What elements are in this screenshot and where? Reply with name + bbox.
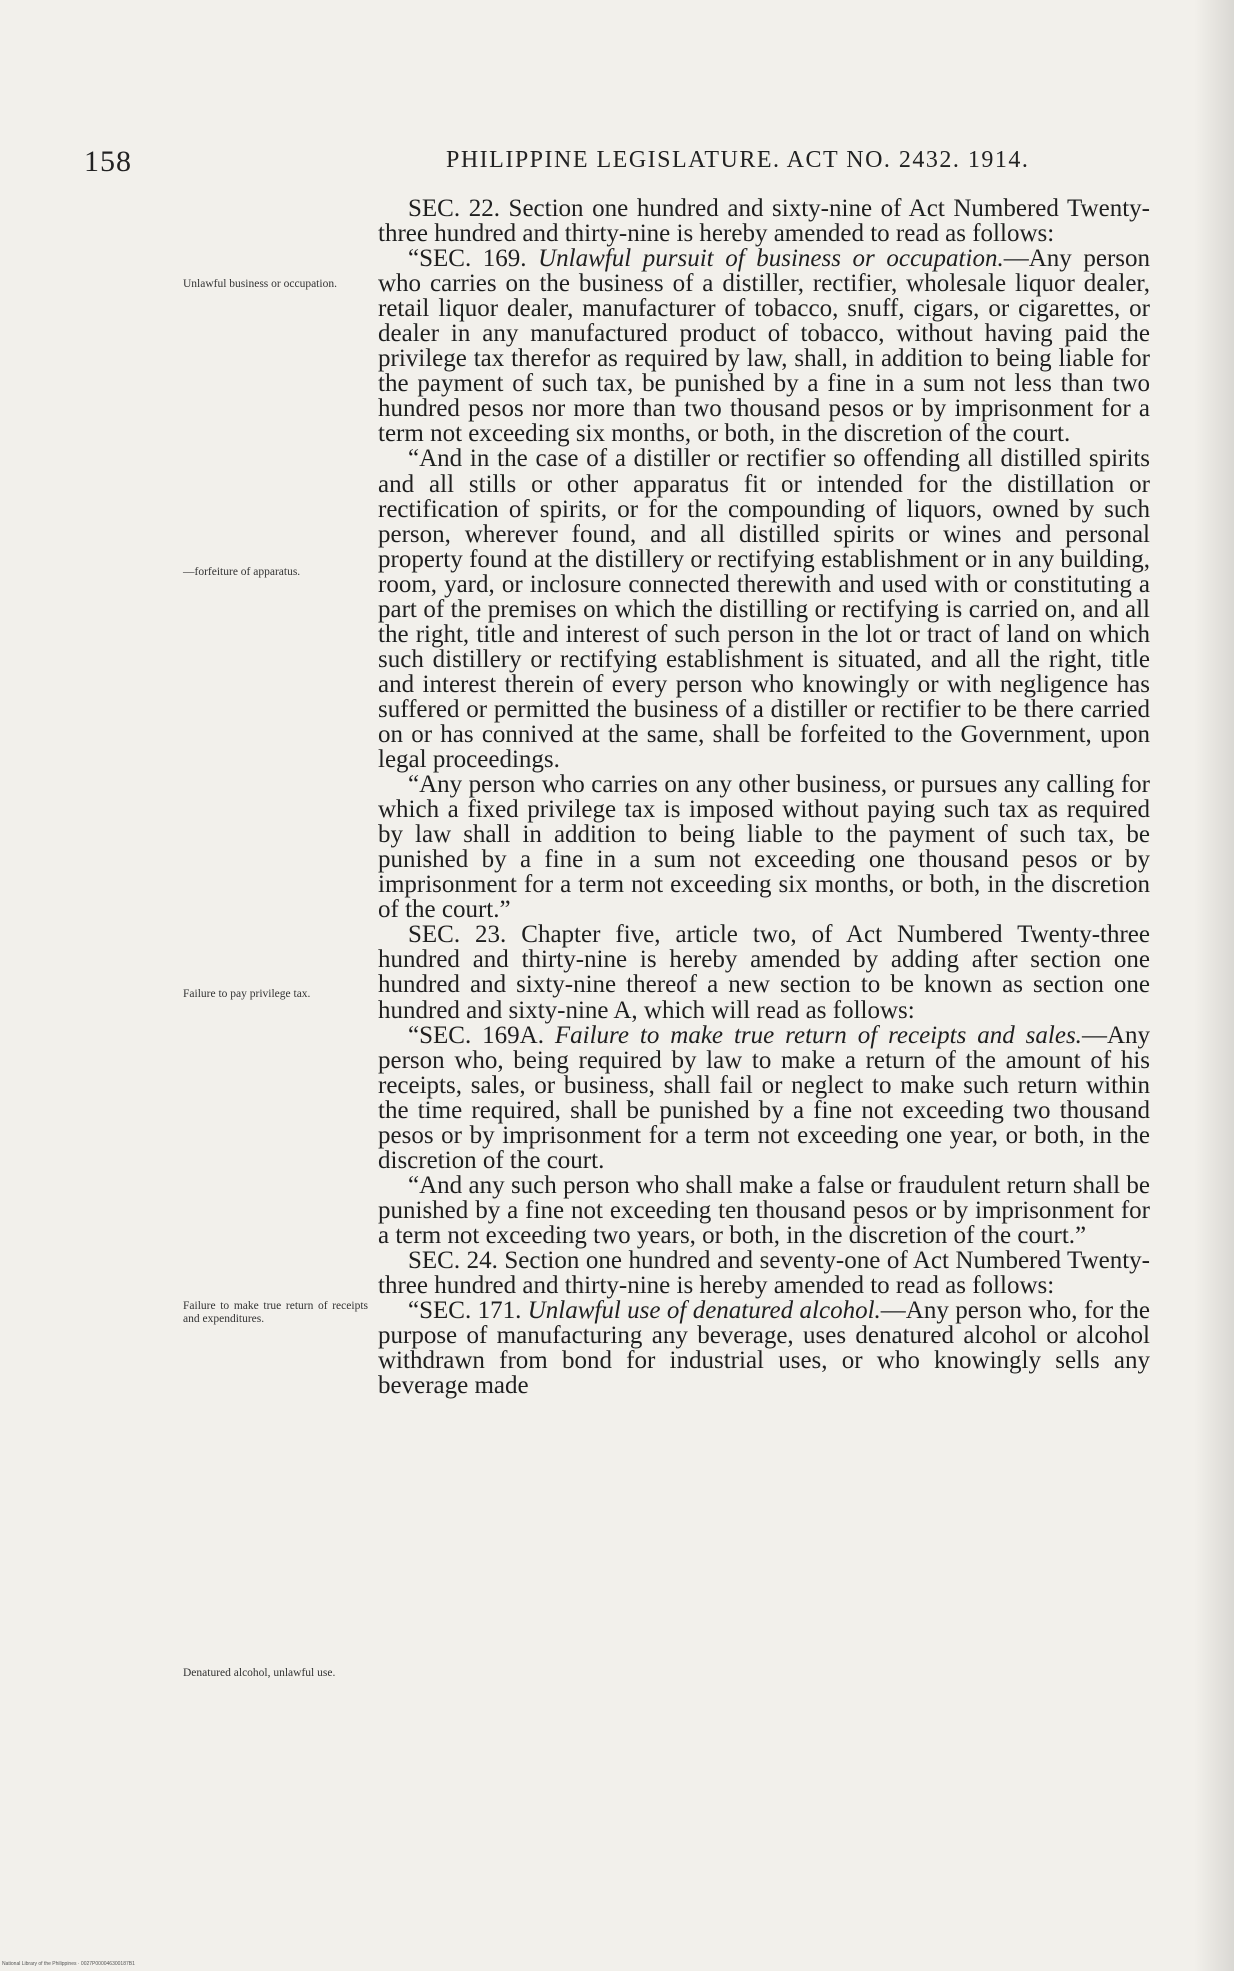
paragraph: “Any person who carries on any other business, or pursues any calling for which a fixed privilege tax is imposed without paying such tax as required by law shall in addition to being liable to the payment of such tax, be punished by a fine in a sum not exceeding one thousand pesos or by imprisonment for a term not exceeding six months, or both, in the discretion of the court.” <box>378 771 1150 924</box>
body-text <box>378 196 1150 1398</box>
paragraph: “SEC. 171. Unlawful use of denatured alcohol.—Any person who, for the purpose of manufacturing any beverage, uses denatured alcohol or alcohol withdrawn from bond for industrial uses, or who knowingly sells any beverage made <box>378 1297 1151 1400</box>
paragraph: “And in the case of a distiller or rectifier so offending all distilled spirits and all stills or other apparatus fit or intended for the distillation or rectification of spirits, or for the compounding of liquors, owned by such person, wherever found, and all distilled spirits or wines and personal property found at the distillery or rectifying establishment or in any building, room, yard, or inclosure connected therewith and used with or constituting a part of the premises on which the distilling or rectifying is carried on, and all the right, title and interest of such person in the lot or tract of land on which such distillery or rectifying establishment is situated, and all the right, title and interest therein of every person who knowingly or with negligence has suffered or permitted the business of a distiller or rectifier to be there carried on or has connived at the same, shall be forfeited to the Government, upon legal proceedings. <box>378 445 1150 774</box>
paragraph: “SEC. 169. Unlawful pursuit of business or occupation.—Any person who carries on the business of a distiller, rectifier, wholesale liquor dealer, retail liquor dealer, manufacturer of tobacco, snuff, cigars, or cigarettes, or dealer in any manufactured product of tobacco, without having paid the privilege tax therefor as required by law, shall, in addition to being liable for the payment of such tax, be punished by a fine in a sum not less than two hundred pesos nor more than two thousand pesos or by imprisonment for a term not exceeding six months, or both, in the discretion of the court. <box>378 245 1150 448</box>
running-head: PHILIPPINE LEGISLATURE. ACT NO. 2432. 1914. <box>446 147 1030 173</box>
margin-note-unlawful-business: Unlawful business or occupation. <box>183 278 337 290</box>
page-number: 158 <box>84 145 132 178</box>
margin-note-true-return: Failure to make true return of receipts and expenditures. <box>183 1300 368 1325</box>
margin-note-denatured-alcohol: Denatured alcohol, unlawful use. <box>183 1667 336 1679</box>
paragraph: SEC. 22. Section one hundred and sixty-nine of Act Numbered Twenty-three hundred and thirty-nine is hereby amended to read as follows: <box>378 195 1150 248</box>
paragraph: “SEC. 169A. Failure to make true return of receipts and sales.—Any person who, being required by law to make a return of the amount of his receipts, sales, or business, shall fail or neglect to make such return within the time required, shall be punished by a fine not exceeding two thousand pesos or by imprisonment for a term not exceeding one year, or both, in the discretion of the court. <box>378 1021 1150 1174</box>
paragraph: SEC. 24. Section one hundred and seventy-one of Act Numbered Twenty-three hundred and thirty-nine is hereby amended to read as follows: <box>378 1246 1150 1300</box>
page-edge-shadow <box>1194 0 1234 1971</box>
paragraph: “And any such person who shall make a false or fraudulent return shall be punished by a fine not exceeding ten thousand pesos or by imprisonment for a term not exceeding two years, or both, in the discretion of the court.” <box>378 1171 1150 1249</box>
scan-footer: National Library of the Philippines · 0027P000046300187B1 <box>2 1961 135 1967</box>
margin-note-forfeiture: —forfeiture of apparatus. <box>183 566 301 578</box>
paragraph: SEC. 23. Chapter five, article two, of Act Numbered Twenty-three hundred and thirty-nine is hereby amended by adding after section one hundred and sixty-nine thereof a new section to be known as section one hundred and sixty-nine A, which will read as follows: <box>378 921 1150 1024</box>
margin-note-privilege-tax: Failure to pay privilege tax. <box>183 988 311 1000</box>
